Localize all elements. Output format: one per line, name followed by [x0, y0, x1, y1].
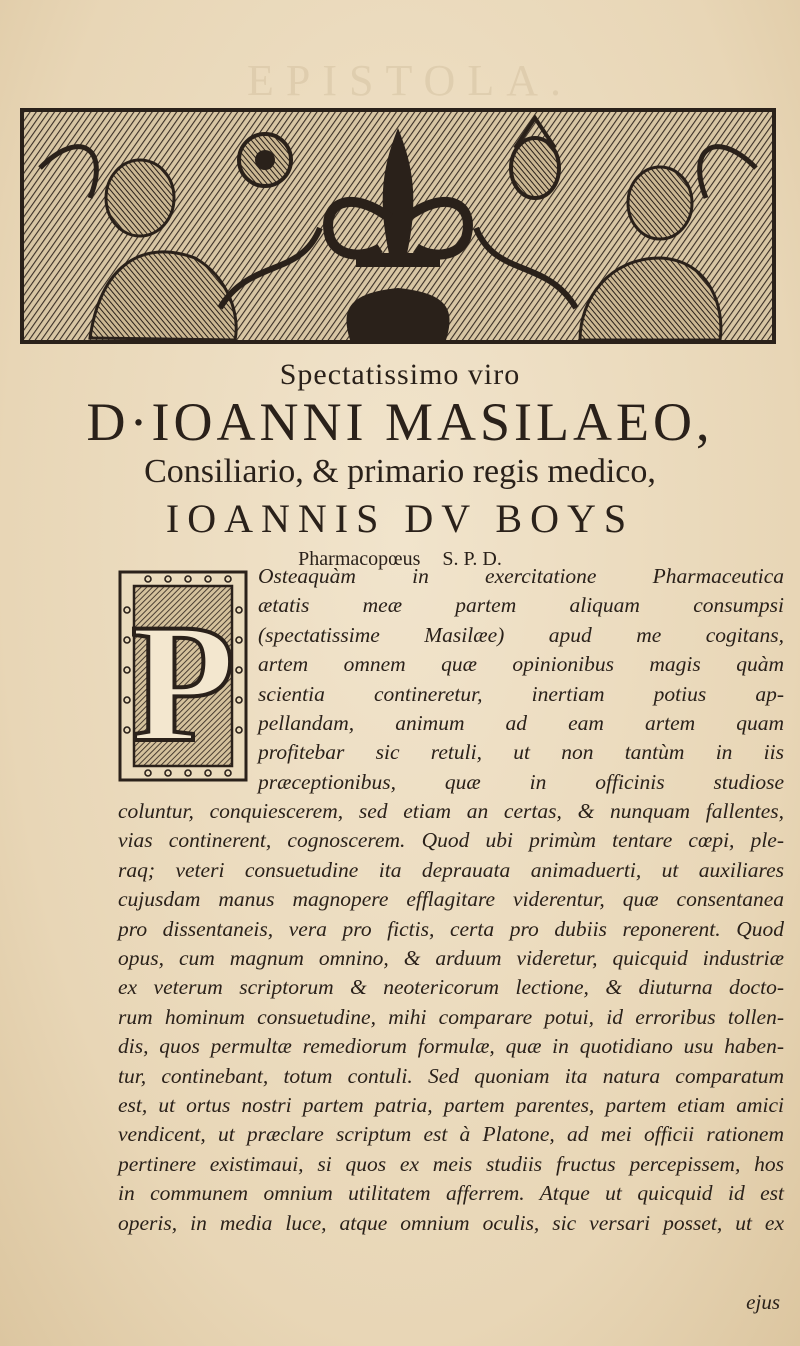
ornamental-initial-p-icon: [118, 570, 248, 782]
drop-cap-letter: P: [131, 589, 235, 777]
text-line: scientia contineretur, inertiam potius ap-: [258, 681, 784, 706]
text-line: pellandam, animum ad eam artem quam: [258, 711, 784, 736]
text-line: cujusdam manus magnopere efflagitare viderentur, quæ consentanea: [118, 887, 784, 912]
dedication-line-1: Spectatissimo viro: [279, 358, 521, 391]
text-line: profitebar sic retuli, ut non tantùm in iis: [258, 740, 784, 765]
text-line: artem omnem quæ opinionibus magis quàm: [258, 652, 784, 677]
text-line: est, ut ortus nostri partem patria, partem parentes, partem etiam amici: [118, 1093, 784, 1118]
text-line: vendicent, ut præclare scriptum est à Platone, ad mei officii rationem: [118, 1122, 784, 1147]
text-line: pro dissentaneis, vera pro fictis, certa pro dubiis reponerent. Quod: [118, 916, 784, 941]
text-line: Osteaquàm in exercitatione Pharmaceutica: [258, 564, 784, 588]
text-line: dis, quos permultæ remediorum formulæ, quæ in quotidiano usu haben-: [118, 1034, 784, 1059]
dedication-heading: [0, 352, 800, 571]
catchword: ejus: [746, 1290, 780, 1314]
text-line: opus, cum magnum omnino, & arduum videretur, quicquid industriæ: [118, 946, 784, 971]
text-line: operis, in media luce, atque omnium oculis, sic versari posset, ut ex: [118, 1210, 784, 1235]
text-line: (spectatissime Masilæe) apud me cogitans,: [258, 622, 784, 647]
dedication-line-3: Consiliario, & primario regis medico,: [144, 452, 656, 490]
text-line: coluntur, conquiescerem, sed etiam an certas, & nunquam fallentes,: [118, 799, 784, 823]
text-line: tur, continebant, totum contuli. Sed quoniam ita natura comparatum: [118, 1063, 784, 1088]
text-line: raq; veteri consuetudine ita deprauata animaduerti, ut auxiliares: [118, 857, 784, 882]
show-through-running-head: EPISTOLA.: [247, 56, 573, 105]
text-line: ætatis meæ partem aliquam consumpsi: [258, 593, 784, 618]
text-line: ex veterum scriptorum & neotericorum lectione, & diuturna docto-: [118, 975, 784, 1000]
salutation: S. P. D.: [442, 547, 502, 570]
headpiece-ornament: [20, 108, 776, 344]
text-line: vias continerent, cognoscerem. Quod ubi primùm tentare cœpi, ple-: [118, 828, 784, 853]
dedication-author: IOANNIS DV BOYS: [165, 495, 635, 541]
opening-paragraph-indented: [258, 562, 784, 797]
text-line: rum hominum consuetudine, mihi comparare potui, id erroribus tollen-: [118, 1004, 784, 1029]
fleur-de-lis-thistle-headpiece-icon: [20, 108, 776, 344]
text-line: in communem omnium utilitatem afferrem. Atque ut quicquid id est: [118, 1181, 784, 1206]
dedication-addressee: D·IOANNI MASILAEO,: [86, 392, 714, 452]
author-title: Pharmacopœus: [298, 547, 421, 570]
text-line: præceptionibus, quæ in officinis studiose: [258, 769, 784, 794]
text-line: pertinere existimaui, si quos ex meis studiis fructus percepissem, hos: [118, 1151, 784, 1176]
body-paragraph: [118, 797, 784, 1238]
drop-cap: [118, 570, 248, 782]
